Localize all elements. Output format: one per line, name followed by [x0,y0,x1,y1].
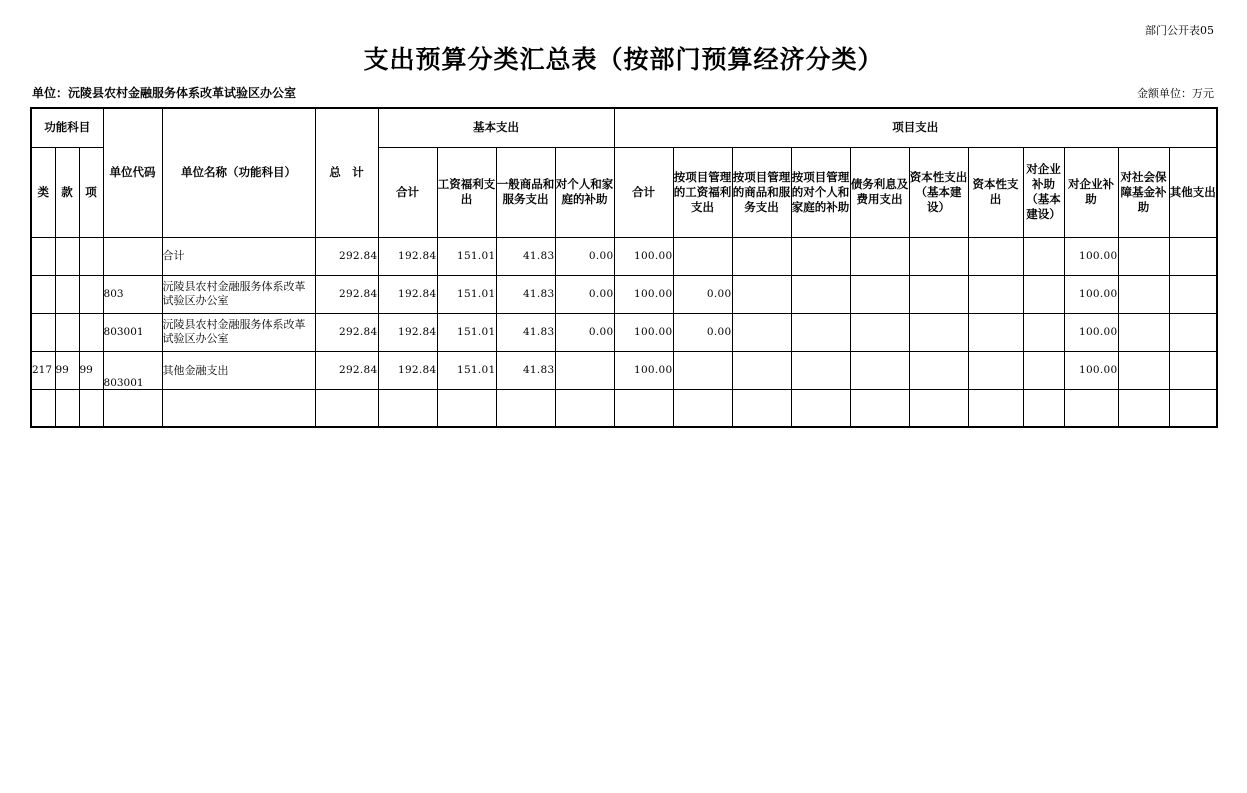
cell-project-enterprise-basic [1023,351,1064,389]
cell-total: 292.84 [315,313,378,351]
empty-cell [850,389,909,427]
header-project-capital: 资本性支出 [968,147,1023,237]
cell-project-total: 100.00 [614,237,673,275]
cell-total: 292.84 [315,351,378,389]
cell-basic-total: 192.84 [378,275,437,313]
cell-name: 沅陵县农村金融服务体系改革试验区办公室 [162,313,315,351]
cell-project-enterprise-basic [1023,313,1064,351]
cell-project-other [1169,275,1217,313]
header-project-enterprise: 对企业补助 [1064,147,1118,237]
empty-cell [103,389,162,427]
cell-project-wage [673,237,732,275]
cell-project-wage: 0.00 [673,275,732,313]
header-project-capital-basic: 资本性支出（基本建设） [909,147,968,237]
form-code: 部门公开表05 [1145,24,1214,37]
cell-basic-goods: 41.83 [496,351,555,389]
header-project: 项目支出 [614,108,1217,147]
cell-basic-wage: 151.01 [437,275,496,313]
cell-project-personal [791,275,850,313]
table-row [31,351,1217,389]
cell-project-capital [968,237,1023,275]
cell-project-wage [673,351,732,389]
unit-label: 单位：沅陵县农村金融服务体系改革试验区办公室 [32,86,297,100]
cell-basic-personal: 0.00 [555,275,614,313]
header-unit-code: 单位代码 [103,108,162,237]
cell-name: 沅陵县农村金融服务体系改革试验区办公室 [162,275,315,313]
empty-cell [673,389,732,427]
cell-code: 803001 [103,313,162,351]
cell-basic-wage: 151.01 [437,351,496,389]
cell-project-enterprise: 100.00 [1064,313,1118,351]
cell-project-total: 100.00 [614,313,673,351]
cell-xiang: 99 [79,351,103,389]
cell-project-total: 100.00 [614,351,673,389]
header-project-other: 其他支出 [1169,147,1217,237]
cell-project-capital-basic [909,313,968,351]
cell-project-enterprise: 100.00 [1064,351,1118,389]
cell-project-personal [791,351,850,389]
empty-cell [909,389,968,427]
cell-basic-goods: 41.83 [496,275,555,313]
cell-name: 其他金融支出 [162,351,315,389]
cell-xiang [79,237,103,275]
cell-total: 292.84 [315,237,378,275]
cell-kuan [55,275,79,313]
cell-lei [31,313,55,351]
cell-basic-personal [555,351,614,389]
empty-cell [378,389,437,427]
header-total: 总 计 [315,108,378,237]
header-basic-goods: 一般商品和服务支出 [496,147,555,237]
cell-kuan: 99 [55,351,79,389]
cell-project-enterprise: 100.00 [1064,237,1118,275]
cell-xiang [79,275,103,313]
empty-cell [55,389,79,427]
header-project-enterprise-basic: 对企业补助（基本建设） [1023,147,1064,237]
cell-project-goods [732,351,791,389]
header-project-personal: 按项目管理的对个人和家庭的补助 [791,147,850,237]
cell-code: 803001 [103,351,162,389]
empty-cell [496,389,555,427]
cell-basic-goods: 41.83 [496,237,555,275]
table-row [31,313,1217,351]
amount-unit: 金额单位：万元 [1137,87,1214,100]
header-basic-personal: 对个人和家庭的补助 [555,147,614,237]
cell-kuan [55,313,79,351]
cell-lei [31,237,55,275]
page-title: 支出预算分类汇总表（按部门预算经济分类） [363,45,884,74]
empty-cell [1169,389,1217,427]
cell-project-other [1169,351,1217,389]
cell-project-wage: 0.00 [673,313,732,351]
empty-cell [79,389,103,427]
cell-project-social [1118,275,1169,313]
header-lei: 类 [31,147,55,237]
empty-cell [1023,389,1064,427]
cell-project-capital [968,275,1023,313]
empty-cell [1064,389,1118,427]
empty-cell [437,389,496,427]
header-func-subject: 功能科目 [31,108,103,147]
cell-basic-personal: 0.00 [555,313,614,351]
header-project-debt: 债务利息及费用支出 [850,147,909,237]
table-row [31,275,1217,313]
cell-project-goods [732,237,791,275]
cell-kuan [55,237,79,275]
cell-code: 803 [103,275,162,313]
table-row-empty [31,389,1217,427]
cell-project-debt [850,351,909,389]
cell-project-social [1118,237,1169,275]
cell-project-capital [968,351,1023,389]
cell-name: 合计 [162,237,315,275]
empty-cell [968,389,1023,427]
cell-project-capital-basic [909,275,968,313]
budget-table [30,107,1218,428]
cell-project-enterprise: 100.00 [1064,275,1118,313]
empty-cell [31,389,55,427]
header-basic-total: 合计 [378,147,437,237]
cell-lei: 217 [31,351,55,389]
cell-total: 292.84 [315,275,378,313]
header-basic: 基本支出 [378,108,614,147]
cell-project-capital-basic [909,237,968,275]
cell-project-debt [850,275,909,313]
cell-project-enterprise-basic [1023,237,1064,275]
cell-basic-wage: 151.01 [437,237,496,275]
cell-project-social [1118,313,1169,351]
cell-project-personal [791,237,850,275]
cell-project-enterprise-basic [1023,275,1064,313]
cell-project-capital-basic [909,351,968,389]
empty-cell [555,389,614,427]
empty-cell [162,389,315,427]
cell-basic-total: 192.84 [378,351,437,389]
cell-basic-total: 192.84 [378,313,437,351]
table-row [31,237,1217,275]
cell-basic-wage: 151.01 [437,313,496,351]
header-project-wage: 按项目管理的工资福利支出 [673,147,732,237]
cell-project-personal [791,313,850,351]
cell-project-other [1169,313,1217,351]
header-project-social: 对社会保障基金补助 [1118,147,1169,237]
header-project-total: 合计 [614,147,673,237]
cell-basic-personal: 0.00 [555,237,614,275]
cell-code [103,237,162,275]
cell-project-social [1118,351,1169,389]
empty-cell [614,389,673,427]
cell-project-debt [850,237,909,275]
empty-cell [1118,389,1169,427]
header-basic-wage: 工资福利支出 [437,147,496,237]
cell-project-other [1169,237,1217,275]
header-project-goods: 按项目管理的商品和服务支出 [732,147,791,237]
header-xiang: 项 [79,147,103,237]
cell-project-total: 100.00 [614,275,673,313]
empty-cell [732,389,791,427]
cell-lei [31,275,55,313]
cell-project-goods [732,275,791,313]
cell-project-debt [850,313,909,351]
header-unit-name: 单位名称（功能科目） [162,108,315,237]
empty-cell [315,389,378,427]
cell-project-goods [732,313,791,351]
cell-project-capital [968,313,1023,351]
cell-basic-goods: 41.83 [496,313,555,351]
header-kuan: 款 [55,147,79,237]
cell-xiang [79,313,103,351]
empty-cell [791,389,850,427]
cell-basic-total: 192.84 [378,237,437,275]
